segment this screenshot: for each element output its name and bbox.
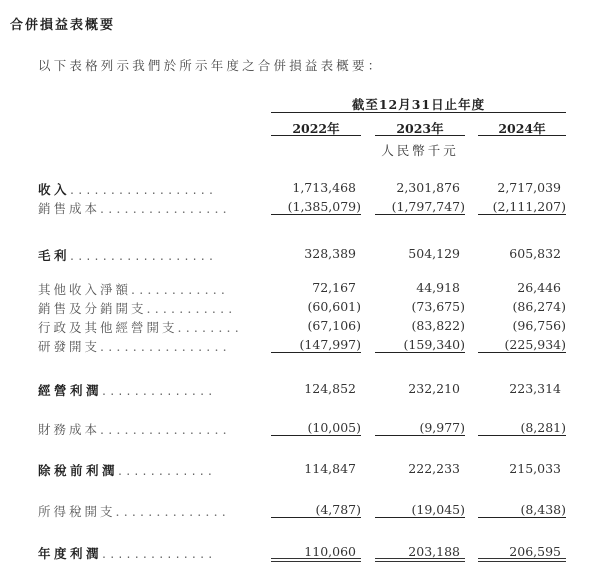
cell-2024: (96,756) xyxy=(512,318,566,333)
cell-2024: 215,033 xyxy=(509,461,561,476)
table-row-selling-expenses xyxy=(38,299,568,317)
year-header-2023: 2023年 xyxy=(375,119,465,136)
table-row-rnd-expenses xyxy=(38,337,568,355)
section-title: 合併損益表概要 xyxy=(10,18,116,33)
cell-2024: 2,717,039 xyxy=(497,180,561,195)
cell-2022: (1,385,079) xyxy=(271,199,361,215)
cell-2023: 232,210 xyxy=(408,381,460,396)
row-label: 銷售及分銷開支........... xyxy=(38,301,237,316)
cell-2022: 328,389 xyxy=(304,246,356,261)
cell-2024: (225,934) xyxy=(478,337,566,353)
cell-2022: (10,005) xyxy=(271,420,361,436)
table-row-income-tax xyxy=(38,502,568,520)
cell-2023: 2,301,876 xyxy=(396,180,460,195)
table-row-revenue xyxy=(38,180,568,198)
cell-2023: (19,045) xyxy=(375,502,465,518)
cell-2022: 72,167 xyxy=(312,280,356,295)
cell-2022: (67,106) xyxy=(307,318,361,333)
table-row-profit-before-tax xyxy=(38,461,568,479)
cell-2022: 110,060 xyxy=(271,544,361,562)
cell-2023: (1,797,747) xyxy=(375,199,465,215)
cell-2022: 1,713,468 xyxy=(292,180,356,195)
cell-2024: (2,111,207) xyxy=(478,199,566,215)
cell-2024: (86,274) xyxy=(512,299,566,314)
row-label: 行政及其他經營開支........ xyxy=(38,320,243,335)
row-label: 除稅前利潤............ xyxy=(38,463,217,478)
cell-2022: 114,847 xyxy=(304,461,356,476)
cell-2023: 504,129 xyxy=(408,246,460,261)
row-label: 研發開支................ xyxy=(38,339,231,354)
currency-unit: 人民幣千元 xyxy=(381,143,459,158)
cell-2023: 44,918 xyxy=(416,280,460,295)
row-label: 所得稅開支.............. xyxy=(38,504,230,519)
cell-2024: 223,314 xyxy=(509,381,561,396)
cell-2023: (83,822) xyxy=(411,318,465,333)
row-label: 年度利潤.............. xyxy=(38,546,217,561)
row-label: 財務成本................ xyxy=(38,422,231,437)
cell-2023: (159,340) xyxy=(375,337,465,353)
table-row-other-income xyxy=(38,280,568,298)
intro-text: 以下表格列示我們於所示年度之合併損益表概要： xyxy=(38,58,384,73)
cell-2022: (147,997) xyxy=(271,337,361,353)
cell-2022: (60,601) xyxy=(307,299,361,314)
cell-2022: 124,852 xyxy=(304,381,356,396)
year-header-2022: 2022年 xyxy=(271,119,361,136)
cell-2022: (4,787) xyxy=(271,502,361,518)
cell-2023: (9,977) xyxy=(375,420,465,436)
table-row-profit-for-year xyxy=(38,544,568,562)
table-row-operating-profit xyxy=(38,381,568,399)
cell-2024: 26,446 xyxy=(517,280,561,295)
cell-2023: (73,675) xyxy=(411,299,465,314)
cell-2023: 203,188 xyxy=(375,544,465,562)
period-header: 截至12月31日止年度 xyxy=(271,95,566,113)
cell-2024: 206,595 xyxy=(478,544,566,562)
table-row-finance-costs xyxy=(38,420,568,438)
table-row-gross-profit xyxy=(38,246,568,264)
cell-2024: (8,281) xyxy=(478,420,566,436)
row-label: 收入.................. xyxy=(38,182,218,197)
cell-2024: (8,438) xyxy=(478,502,566,518)
year-header-2024: 2024年 xyxy=(478,119,566,136)
row-label: 銷售成本................ xyxy=(38,201,231,216)
table-row-admin-expenses xyxy=(38,318,568,336)
row-label: 經營利潤.............. xyxy=(38,383,217,398)
row-label: 其他收入淨額............ xyxy=(38,282,230,297)
cell-2024: 605,832 xyxy=(509,246,561,261)
cell-2023: 222,233 xyxy=(408,461,460,476)
row-label: 毛利.................. xyxy=(38,248,218,263)
table-row-cost-of-sales xyxy=(38,199,568,217)
